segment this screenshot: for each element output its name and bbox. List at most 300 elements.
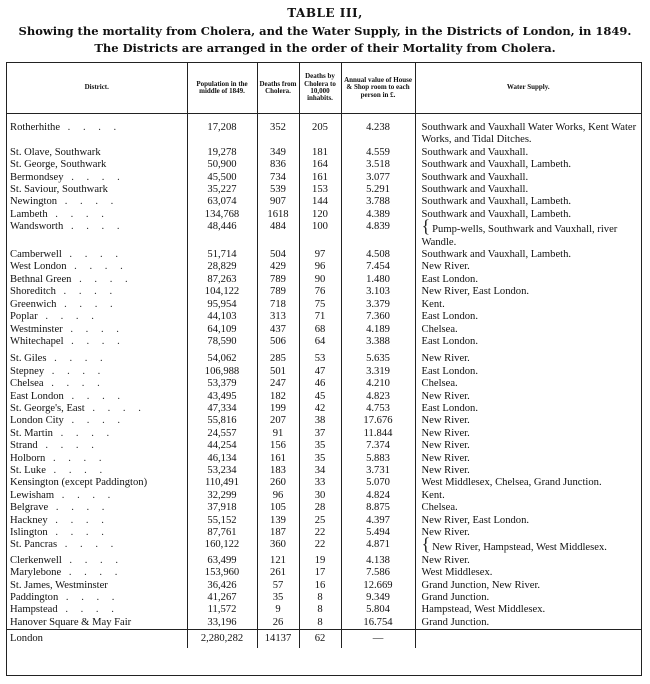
water-supply-cell-text: New River. (421, 353, 470, 365)
deaths-cell (257, 555, 299, 567)
deaths-cell (257, 490, 299, 502)
population-cell-text: 51,714 (207, 249, 237, 261)
annual-value-cell-text: 17.676 (363, 415, 393, 427)
water-supply-cell-text: Chelsea. (421, 323, 458, 335)
col-deaths: Deaths from Cholera. (257, 63, 299, 114)
deaths-per-10000-cell (299, 630, 341, 648)
deaths-cell-text: 352 (270, 122, 286, 133)
deaths-per-10000-cell-text: 100 (312, 221, 328, 233)
annual-value-cell-text: 4.839 (366, 221, 390, 233)
leader-dots: . . . . (45, 452, 107, 464)
deaths-cell (257, 477, 299, 489)
leader-dots: . . . . (61, 567, 123, 579)
leader-dots: . . . . (56, 298, 118, 310)
water-supply-cell (415, 490, 641, 502)
water-supply-cell (415, 440, 641, 452)
deaths-per-10000-cell (299, 336, 341, 348)
water-supply-cell (415, 453, 641, 465)
district-cell (7, 453, 187, 465)
district-cell (7, 515, 187, 527)
population-cell (187, 366, 257, 378)
population-cell-text: 53,379 (207, 378, 237, 390)
deaths-cell-text: 9 (275, 604, 281, 616)
deaths-cell-text: 501 (270, 365, 286, 377)
col-deaths-per-10000: Deaths by Cholera to 10,000 inhabits. (299, 63, 341, 114)
deaths-per-10000-cell-text: 19 (314, 554, 326, 566)
leader-dots: . . . . (37, 440, 99, 452)
deaths-per-10000-cell-text: 42 (314, 402, 326, 414)
annual-value-cell-text: 7.360 (366, 311, 390, 323)
water-supply-cell (415, 630, 641, 648)
table-row (7, 336, 641, 348)
water-supply-cell-text: Southwark and Vauxhall. (421, 184, 529, 196)
table-row (7, 221, 641, 249)
population-cell (187, 477, 257, 489)
deaths-cell (257, 261, 299, 273)
deaths-per-10000-cell-text: 181 (312, 146, 328, 158)
district-cell (7, 209, 187, 221)
deaths-cell (257, 453, 299, 465)
water-supply-cell (415, 555, 641, 567)
population-cell (187, 440, 257, 452)
deaths-per-10000-cell-text: 8 (317, 592, 323, 604)
deaths-per-10000-cell (299, 261, 341, 273)
table-row (7, 403, 641, 415)
deaths-cell (257, 311, 299, 323)
district-cell (7, 477, 187, 489)
annual-value-cell (341, 630, 415, 648)
district-cell (7, 172, 187, 184)
deaths-cell (257, 249, 299, 261)
deaths-cell (257, 415, 299, 427)
water-supply-cell-text: East London. (421, 402, 478, 414)
water-supply-cell (415, 286, 641, 298)
annual-value-cell (341, 209, 415, 221)
annual-value-cell (341, 453, 415, 465)
deaths-per-10000-cell (299, 555, 341, 567)
deaths-cell-text: 139 (270, 514, 286, 526)
leader-dots: . . . . (47, 514, 109, 526)
water-supply-cell-text: New River. (421, 464, 470, 476)
population-cell (187, 348, 257, 365)
annual-value-cell-text: 9.349 (366, 592, 390, 604)
water-supply-cell (415, 403, 641, 415)
district-cell (7, 274, 187, 286)
water-supply-cell (415, 502, 641, 514)
table-row (7, 159, 641, 171)
population-cell-text: 134,768 (204, 208, 240, 220)
population-cell (187, 391, 257, 403)
district-cell (7, 403, 187, 415)
annual-value-cell (341, 172, 415, 184)
water-supply-cell (415, 580, 641, 592)
population-cell (187, 539, 257, 554)
population-cell-text: 55,152 (207, 514, 237, 526)
deaths-per-10000-cell (299, 502, 341, 514)
water-supply-cell-text: East London. (421, 273, 478, 285)
deaths-cell-text: 836 (270, 159, 286, 171)
population-cell (187, 490, 257, 502)
deaths-cell (257, 617, 299, 630)
deaths-cell-text: 14137 (264, 633, 292, 645)
population-cell-text: 153,960 (204, 567, 240, 579)
table-row (7, 366, 641, 378)
table-row (7, 453, 641, 465)
leader-dots: . . . . (63, 415, 126, 427)
annual-value-cell-text: 4.824 (366, 489, 390, 501)
population-cell (187, 465, 257, 477)
deaths-per-10000-cell-text: 16 (314, 579, 326, 591)
deaths-cell-text: 506 (270, 335, 286, 347)
population-cell-text: 87,263 (207, 273, 237, 285)
population-cell-text: 87,761 (207, 527, 237, 538)
table-row (7, 415, 641, 427)
deaths-per-10000-cell-text: 34 (314, 464, 326, 476)
annual-value-cell-text: 4.210 (366, 378, 390, 390)
population-cell-text: 46,134 (207, 452, 237, 464)
water-supply-cell (415, 617, 641, 630)
annual-value-cell-text: 3.379 (366, 298, 390, 310)
annual-value-cell-text: 3.077 (366, 171, 390, 183)
water-supply-cell-text: Chelsea. (421, 502, 458, 514)
water-supply-cell-text: New River. (421, 554, 470, 566)
table-row (7, 184, 641, 196)
population-cell-text: 32,299 (207, 489, 237, 501)
table-row (7, 617, 641, 630)
district-cell-text: West London (10, 261, 67, 273)
district-cell (7, 196, 187, 208)
population-cell-text: 44,254 (207, 440, 237, 452)
deaths-per-10000-cell (299, 311, 341, 323)
annual-value-cell (341, 299, 415, 311)
water-supply-cell-text: Hampstead, West Middlesex. (421, 604, 546, 616)
deaths-per-10000-cell-text: 30 (314, 489, 326, 501)
deaths-cell (257, 299, 299, 311)
annual-value-cell (341, 159, 415, 171)
annual-value-cell (341, 311, 415, 323)
leader-dots: . . . . (47, 208, 109, 220)
water-supply-cell (415, 249, 641, 261)
district-cell-text: St. Luke (10, 464, 46, 476)
deaths-cell-text: 91 (272, 427, 284, 439)
district-cell-text: St. Olave, Southwark (10, 146, 101, 158)
district-cell-text: East London (10, 390, 64, 402)
population-cell-text: 78,590 (207, 335, 237, 347)
table-row (7, 249, 641, 261)
district-cell-text: Westminster (10, 323, 63, 335)
water-supply-cell-text: Kent. (421, 489, 445, 501)
deaths-per-10000-cell-text: 161 (312, 171, 328, 183)
water-supply-cell (415, 184, 641, 196)
population-cell-text: 2,280,282 (200, 633, 244, 645)
annual-value-cell (341, 477, 415, 489)
annual-value-cell (341, 580, 415, 592)
deaths-cell (257, 580, 299, 592)
district-cell (7, 324, 187, 336)
water-supply-cell-text: New River, East London. (421, 514, 530, 526)
water-supply-cell (415, 114, 641, 147)
water-supply-cell (415, 592, 641, 604)
annual-value-cell-text: 5.635 (366, 353, 390, 365)
annual-value-cell (341, 555, 415, 567)
table-row (7, 209, 641, 221)
leader-dots: . . . . (44, 365, 106, 377)
table-row (7, 324, 641, 336)
deaths-cell-text: 247 (270, 378, 286, 390)
leader-dots: . . . . (63, 390, 126, 402)
table-row (7, 527, 641, 539)
annual-value-cell (341, 366, 415, 378)
water-supply-cell-text: Grand Junction. (421, 592, 490, 604)
population-cell-text: 47,334 (207, 402, 237, 414)
population-cell (187, 221, 257, 249)
population-cell (187, 580, 257, 592)
district-cell (7, 415, 187, 427)
leader-dots: . . . . (63, 171, 125, 183)
deaths-per-10000-cell-text: 35 (314, 440, 326, 452)
district-cell (7, 604, 187, 616)
annual-value-cell-text: 4.189 (366, 323, 390, 335)
deaths-per-10000-cell (299, 477, 341, 489)
annual-value-cell (341, 604, 415, 616)
deaths-per-10000-cell-text: 45 (314, 390, 326, 402)
population-cell (187, 527, 257, 539)
population-cell-text: 104,122 (204, 286, 240, 298)
water-supply-cell (415, 534, 641, 555)
deaths-cell-text: 260 (270, 477, 286, 489)
deaths-per-10000-cell (299, 604, 341, 616)
annual-value-cell (341, 515, 415, 527)
annual-value-cell-text: 5.070 (366, 477, 390, 489)
deaths-per-10000-cell (299, 415, 341, 427)
table-title: TABLE III, (287, 6, 363, 20)
district-cell (7, 527, 187, 539)
leader-dots: . . . . (57, 539, 119, 551)
deaths-cell (257, 440, 299, 452)
district-cell (7, 567, 187, 579)
header-row (7, 63, 641, 114)
leader-dots: . . . . (71, 273, 133, 285)
table-row (7, 604, 641, 616)
population-cell (187, 249, 257, 261)
annual-value-cell (341, 249, 415, 261)
leader-dots: . . . . (43, 378, 105, 390)
deaths-per-10000-cell-text: 68 (314, 323, 326, 335)
deaths-cell (257, 378, 299, 390)
annual-value-cell (341, 378, 415, 390)
deaths-per-10000-cell (299, 440, 341, 452)
annual-value-cell (341, 440, 415, 452)
deaths-per-10000-cell (299, 592, 341, 604)
population-cell (187, 592, 257, 604)
annual-value-cell-text: 7.454 (366, 261, 390, 273)
population-cell-text: 11,572 (207, 604, 237, 616)
district-cell-text: Islington (10, 527, 48, 538)
leader-dots: . . . . (63, 221, 125, 233)
annual-value-cell (341, 184, 415, 196)
deaths-per-10000-cell (299, 515, 341, 527)
district-cell (7, 147, 187, 159)
water-supply-cell (415, 147, 641, 159)
annual-value-cell (341, 527, 415, 539)
annual-value-cell (341, 592, 415, 604)
deaths-per-10000-cell-text: 17 (314, 567, 326, 579)
population-cell-text: 50,900 (207, 159, 237, 171)
district-cell-text: St. Martin (10, 427, 53, 439)
population-cell-text: 63,074 (207, 196, 237, 208)
district-cell-text: Shoreditch (10, 286, 56, 298)
deaths-cell-text: 734 (270, 171, 286, 183)
deaths-cell (257, 336, 299, 348)
water-supply-cell-text: Southwark and Vauxhall. (421, 146, 529, 158)
deaths-cell-text: 789 (270, 286, 286, 298)
district-cell-text: Greenwich (10, 298, 57, 310)
water-supply-cell (415, 515, 641, 527)
deaths-cell-text: 187 (270, 527, 286, 538)
deaths-per-10000-cell (299, 196, 341, 208)
leader-dots: . . . . (62, 323, 124, 335)
water-supply-cell (415, 336, 641, 348)
district-cell (7, 630, 187, 648)
population-cell-text: 64,109 (207, 323, 237, 335)
population-cell-text: 44,103 (207, 311, 237, 323)
annual-value-cell (341, 147, 415, 159)
deaths-per-10000-cell (299, 159, 341, 171)
deaths-cell-text: 907 (270, 196, 286, 208)
leader-dots: . . . . (61, 554, 123, 566)
deaths-per-10000-cell-text: 33 (314, 477, 326, 489)
col-district: District. (7, 63, 187, 114)
population-cell-text: 17,208 (207, 122, 237, 133)
district-cell-text: Rotherhithe (10, 122, 61, 133)
population-cell (187, 114, 257, 147)
leader-dots: . . . . (63, 335, 125, 347)
population-cell-text: 160,122 (204, 539, 240, 551)
deaths-cell-text: 183 (270, 464, 286, 476)
district-cell (7, 440, 187, 452)
deaths-cell-text: 57 (272, 579, 284, 591)
district-cell-text: Stepney (10, 365, 45, 377)
population-cell-text: 41,267 (207, 592, 237, 604)
district-cell-text: Hanover Square & May Fair (10, 616, 132, 628)
annual-value-cell (341, 391, 415, 403)
table-row (7, 172, 641, 184)
population-cell (187, 336, 257, 348)
table-row (7, 539, 641, 554)
district-cell (7, 336, 187, 348)
annual-value-cell (341, 403, 415, 415)
annual-value-cell (341, 465, 415, 477)
leader-dots: . . . . (52, 427, 115, 439)
population-cell-text: 45,500 (207, 171, 237, 183)
deaths-cell (257, 428, 299, 440)
annual-value-cell-text: 5.291 (366, 184, 390, 196)
table-row (7, 567, 641, 579)
district-cell-text: St. George's, East (10, 402, 85, 414)
water-supply-cell (415, 209, 641, 221)
deaths-per-10000-cell-text: 62 (314, 633, 326, 645)
deaths-per-10000-cell (299, 221, 341, 249)
district-cell-text: Whitechapel (10, 335, 64, 347)
deaths-cell (257, 147, 299, 159)
deaths-cell (257, 348, 299, 365)
district-cell (7, 311, 187, 323)
deaths-per-10000-cell-text: 47 (314, 365, 326, 377)
deaths-cell-text: 35 (272, 592, 284, 604)
district-cell-text: St. Saviour, Southwark (10, 184, 108, 196)
deaths-per-10000-cell (299, 490, 341, 502)
deaths-cell-text: 437 (270, 323, 286, 335)
deaths-cell-text: 105 (270, 502, 286, 514)
table-row (7, 592, 641, 604)
water-supply-cell-text: Southwark and Vauxhall, Lambeth. (421, 208, 572, 220)
table-row (7, 274, 641, 286)
annual-value-cell (341, 196, 415, 208)
leader-dots: . . . . (60, 122, 122, 133)
water-supply-cell-text: East London. (421, 335, 478, 347)
population-cell (187, 403, 257, 415)
table-row (7, 261, 641, 273)
district-cell-text: Marylebone (10, 567, 62, 579)
table-row (7, 286, 641, 298)
population-cell-text: 106,988 (204, 365, 240, 377)
deaths-per-10000-cell (299, 324, 341, 336)
district-cell (7, 184, 187, 196)
district-cell (7, 580, 187, 592)
deaths-cell-text: 313 (270, 311, 286, 323)
deaths-cell-text: 1618 (267, 208, 289, 220)
water-supply-cell-text: New River. (421, 390, 470, 402)
annual-value-cell-text: 7.586 (366, 567, 390, 579)
district-cell (7, 286, 187, 298)
deaths-cell-text: 349 (270, 146, 286, 158)
deaths-cell (257, 221, 299, 249)
district-cell (7, 348, 187, 365)
water-supply-cell-text: Pump-wells, Southwark and Vauxhall, river Wandle. (421, 224, 618, 248)
water-supply-cell (415, 378, 641, 390)
water-supply-cell (415, 391, 641, 403)
district-cell (7, 366, 187, 378)
annual-value-cell (341, 261, 415, 273)
population-cell (187, 147, 257, 159)
deaths-per-10000-cell-text: 71 (314, 311, 326, 323)
population-cell-text: 33,196 (207, 616, 237, 628)
annual-value-cell-text: 4.753 (366, 402, 390, 414)
population-cell (187, 515, 257, 527)
district-cell (7, 428, 187, 440)
annual-value-cell (341, 539, 415, 554)
col-population: Population in the middle of 1849. (187, 63, 257, 114)
district-cell (7, 592, 187, 604)
table-row (7, 196, 641, 208)
leader-dots: . . . . (45, 464, 108, 476)
deaths-cell-text: 429 (270, 261, 286, 273)
deaths-per-10000-cell (299, 249, 341, 261)
deaths-per-10000-cell (299, 274, 341, 286)
water-supply-cell-text: New River, Hampstead, West Middlesex. (432, 542, 607, 554)
annual-value-cell-text: 3.319 (366, 365, 390, 377)
deaths-per-10000-cell-text: 35 (314, 452, 326, 464)
population-cell (187, 274, 257, 286)
deaths-per-10000-cell (299, 286, 341, 298)
district-cell (7, 465, 187, 477)
district-cell-text: Chelsea (10, 378, 44, 390)
district-cell (7, 555, 187, 567)
district-cell-text: Bermondsey (10, 171, 64, 183)
water-supply-cell-text: Southwark and Vauxhall, Lambeth. (421, 196, 572, 208)
district-cell (7, 249, 187, 261)
deaths-per-10000-cell (299, 209, 341, 221)
